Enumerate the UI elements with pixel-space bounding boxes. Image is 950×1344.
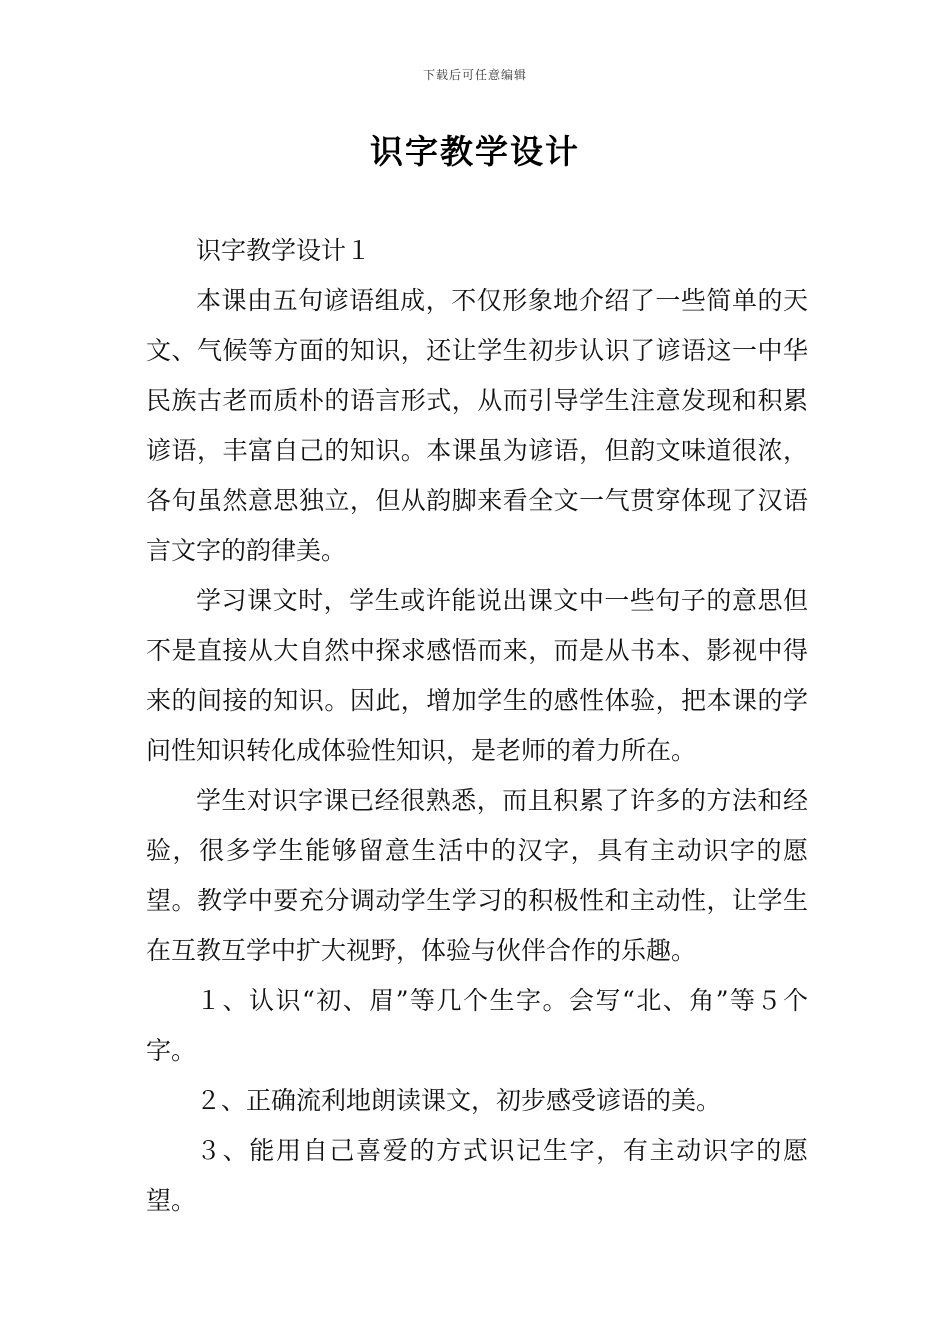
document-title: 识字教学设计	[370, 132, 580, 171]
paragraph-intro: 本课由五句谚语组成，不仅形象地介绍了一些简单的天文、气候等方面的知识，还让学生初步认识了谚语这一中华民族古老而质朴的语言形式，从而引导学生注意发现和积累谚语，丰富自己的知识。本课虽为谚语，但韵文味道很浓，各句虽然意思独立，但从韵脚来看全文一气贯穿体现了汉语言文字的韵律美。	[146, 286, 808, 565]
subtitle: 识字教学设计１	[196, 236, 372, 265]
paragraph-learning: 学习课文时，学生或许能说出课文中一些句子的意思但不是直接从大自然中探求感悟而来，而是从书本、影视中得来的间接的知识。因此，增加学生的感性体验，把本课的学问性知识转化成体验性知识，是老师的着力所在。	[146, 586, 808, 765]
objective-1: １、认识“初、眉”等几个生字。会写“北、角”等５个字。	[146, 986, 808, 1065]
header-note: 下载后可任意编辑	[422, 68, 527, 82]
objective-2: ２、正确流利地朗读课文，初步感受谚语的美。	[196, 1086, 722, 1115]
document-body	[146, 226, 808, 1226]
paragraph-students: 学生对识字课已经很熟悉，而且积累了许多的方法和经验，很多学生能够留意生活中的汉字，具有主动识字的愿望。教学中要充分调动学生学习的积极性和主动性，让学生在互教互学中扩大视野，体验与伙伴合作的乐趣。	[146, 786, 808, 965]
objective-3: ３、能用自己喜爱的方式识记生字，有主动识字的愿望。	[146, 1136, 808, 1215]
